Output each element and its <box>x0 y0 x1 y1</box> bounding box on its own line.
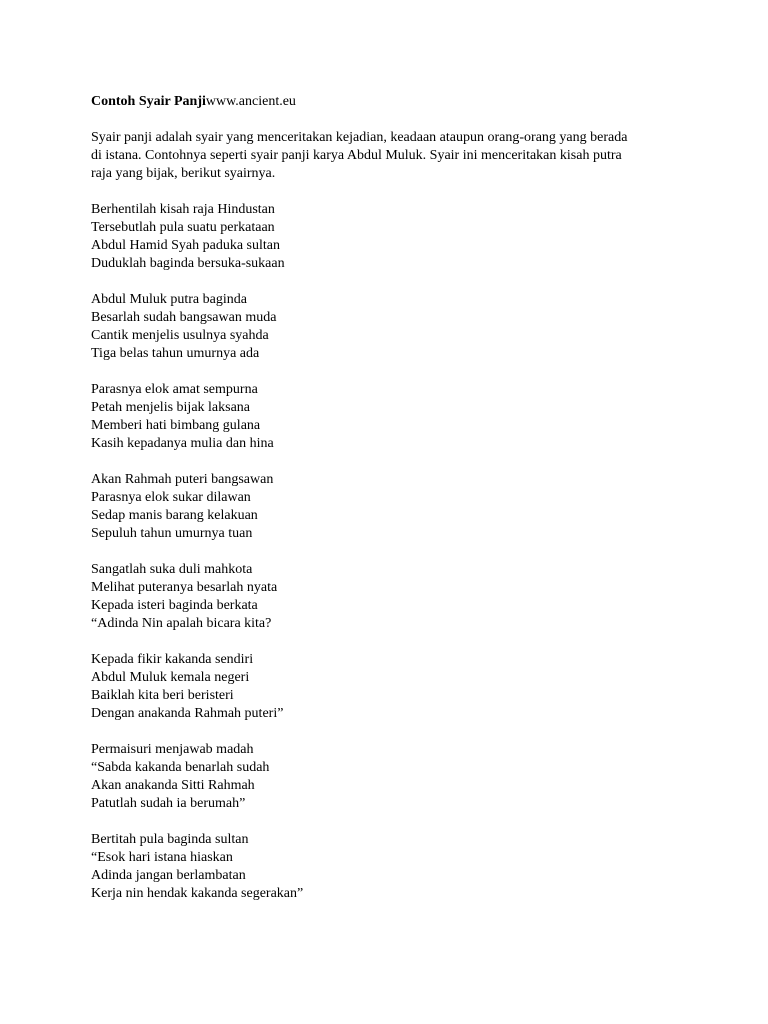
verse-line: Bertitah pula baginda sultan <box>91 832 249 847</box>
verse-line: Kerja nin hendak kakanda segerakan” <box>91 886 304 901</box>
stanza-1 <box>91 201 691 273</box>
verse-line: Kasih kepadanya mulia dan hina <box>91 436 274 451</box>
verse-line: Berhentilah kisah raja Hindustan <box>91 202 275 217</box>
verse-line: Adinda jangan berlambatan <box>91 868 246 883</box>
verse-line: Sangatlah suka duli mahkota <box>91 562 253 577</box>
verse-line: Sedap manis barang kelakuan <box>91 508 258 523</box>
stanza-8 <box>91 831 691 903</box>
stanza-6 <box>91 651 691 723</box>
document-source: www.ancient.eu <box>205 94 296 109</box>
stanza-2 <box>91 291 691 363</box>
verse-line: Sepuluh tahun umurnya tuan <box>91 526 253 541</box>
verse-line: Baiklah kita beri beristeri <box>91 688 234 703</box>
verse-line: Petah menjelis bijak laksana <box>91 400 251 415</box>
stanza-4 <box>91 471 691 543</box>
document-title: Contoh Syair Panji <box>91 94 206 109</box>
verse-line: Duduklah baginda bersuka-sukaan <box>91 256 285 271</box>
verse-line: Permaisuri menjawab madah <box>91 742 254 757</box>
verse-line: “Adinda Nin apalah bicara kita? <box>91 616 272 631</box>
intro-line: raja yang bijak, berikut syairnya. <box>91 166 276 181</box>
verse-line: Abdul Muluk putra baginda <box>91 292 247 307</box>
verse-line: Akan anakanda Sitti Rahmah <box>91 778 255 793</box>
verse-line: Abdul Muluk kemala negeri <box>91 670 250 685</box>
stanza-3 <box>91 381 691 453</box>
verse-line: “Sabda kakanda benarlah sudah <box>91 760 270 775</box>
verse-line: Memberi hati bimbang gulana <box>91 418 261 433</box>
verse-line: Tiga belas tahun umurnya ada <box>91 346 260 361</box>
verse-line: Akan Rahmah puteri bangsawan <box>91 472 274 487</box>
verse-line: Cantik menjelis usulnya syahda <box>91 328 269 343</box>
stanza-7 <box>91 741 691 813</box>
intro-paragraph <box>91 129 671 183</box>
stanza-5 <box>91 561 691 633</box>
verse-line: Parasnya elok amat sempurna <box>91 382 258 397</box>
intro-line: Syair panji adalah syair yang menceritakan kejadian, keadaan ataupun orang-orang yang berada <box>91 130 628 145</box>
verse-line: Kepada isteri baginda berkata <box>91 598 258 613</box>
verse-line: Parasnya elok sukar dilawan <box>91 490 251 505</box>
document-content <box>91 93 691 921</box>
verse-line: Melihat puteranya besarlah nyata <box>91 580 278 595</box>
verse-line: Kepada fikir kakanda sendiri <box>91 652 254 667</box>
verse-line: Dengan anakanda Rahmah puteri” <box>91 706 284 721</box>
intro-line: di istana. Contohnya seperti syair panji karya Abdul Muluk. Syair ini menceritakan kisah putra <box>91 148 622 163</box>
verse-line: “Esok hari istana hiaskan <box>91 850 233 865</box>
verse-line: Abdul Hamid Syah paduka sultan <box>91 238 280 253</box>
verse-line: Tersebutlah pula suatu perkataan <box>91 220 275 235</box>
verse-line: Patutlah sudah ia berumah” <box>91 796 246 811</box>
document-title-line <box>91 93 691 111</box>
verse-line: Besarlah sudah bangsawan muda <box>91 310 277 325</box>
